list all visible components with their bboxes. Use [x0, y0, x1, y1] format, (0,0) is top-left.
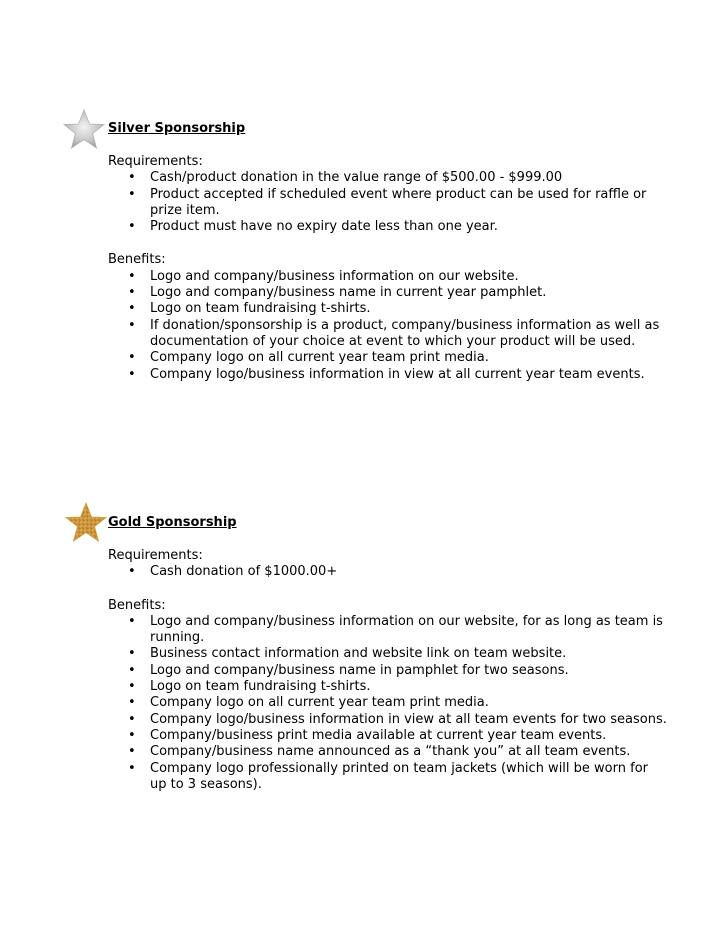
gold-benefits-list [108, 614, 668, 793]
list-item: • Cash donation of $1000.00+ [128, 564, 338, 580]
gold-sponsorship-title: Gold Sponsorship [108, 515, 237, 530]
list-item: • Product must have no expiry date less than one year. [128, 219, 498, 235]
list-item: • Company logo on all current year team print media. [128, 350, 489, 366]
list-item: • Product accepted if scheduled event where product can be used for raffle or prize item. [128, 186, 647, 218]
silver-sponsorship-title: Silver Sponsorship [108, 121, 246, 136]
list-item: • Company logo on all current year team print media. [128, 695, 489, 711]
silver-benefits-list [108, 269, 668, 383]
bullet-icon: • [128, 301, 136, 317]
gold-sponsorship-section [108, 514, 668, 793]
bullet-icon: • [128, 186, 136, 202]
list-item: • Logo on team fundraising t-shirts. [128, 301, 371, 317]
bullet-icon: • [128, 564, 136, 580]
bullet-icon: • [128, 268, 136, 284]
bullet-icon: • [128, 366, 136, 382]
list-item: • If donation/sponsorship is a product, company/business information as well as documentation of your choice at event to which your product will be used. [128, 317, 660, 349]
list-item: • Company logo/business information in view at all team events for two seasons. [128, 711, 667, 727]
bullet-icon: • [128, 662, 136, 678]
gold-requirements-label: Requirements: [108, 548, 203, 563]
silver-star-icon [62, 108, 106, 152]
bullet-icon: • [128, 170, 136, 186]
bullet-icon: • [128, 613, 136, 629]
gold-requirements-list [108, 564, 668, 580]
bullet-icon: • [128, 317, 136, 333]
bullet-icon: • [128, 646, 136, 662]
bullet-icon: • [128, 711, 136, 727]
silver-requirements-list [108, 170, 668, 235]
list-item: • Logo and company/business information on our website. [128, 268, 519, 284]
bullet-icon: • [128, 219, 136, 235]
list-item: • Logo and company/business information on our website, for as long as team is running. [128, 613, 663, 646]
bullet-icon: • [128, 679, 136, 695]
bullet-icon: • [128, 760, 136, 776]
bullet-icon: • [128, 744, 136, 760]
bullet-icon: • [128, 285, 136, 301]
list-item: • Cash/product donation in the value range of $500.00 - $999.00 [128, 170, 563, 186]
silver-benefits-label: Benefits: [108, 252, 166, 268]
list-item: • Company logo/business information in view at all current year team events. [128, 366, 645, 382]
list-item: • Company/business name announced as a “thank you” at all team events. [128, 744, 631, 760]
gold-star-icon [64, 501, 108, 545]
gold-benefits-label: Benefits: [108, 597, 166, 613]
silver-requirements-label: Requirements: [108, 154, 203, 169]
list-item: • Logo and company/business name in pamphlet for two seasons. [128, 662, 569, 678]
list-item: • Logo on team fundraising t-shirts. [128, 679, 371, 695]
list-item: • Company logo professionally printed on team jackets (which will be worn for up to 3 seasons). [128, 760, 648, 792]
bullet-icon: • [128, 695, 136, 711]
list-item: • Logo and company/business name in current year pamphlet. [128, 285, 547, 301]
silver-sponsorship-section [108, 120, 668, 383]
bullet-icon: • [128, 350, 136, 366]
list-item: • Business contact information and website link on team website. [128, 646, 567, 662]
bullet-icon: • [128, 727, 136, 743]
list-item: • Company/business print media available at current year team events. [128, 727, 607, 743]
